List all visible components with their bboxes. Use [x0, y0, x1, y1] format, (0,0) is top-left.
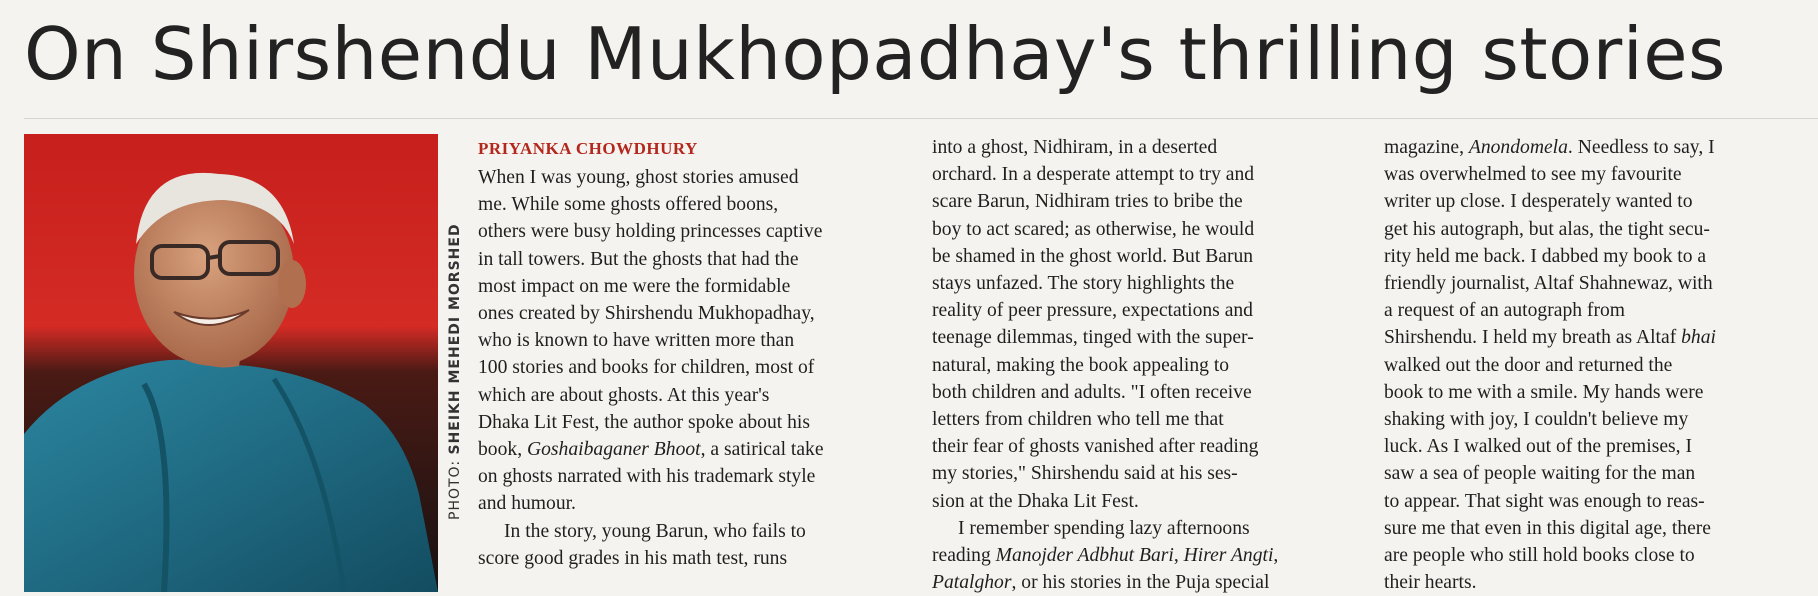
book-title: Patalghor: [932, 572, 1012, 594]
text-line: [478, 436, 898, 463]
text-line: a request of an autograph from: [1384, 300, 1626, 322]
text-line: shaking with joy, I couldn't believe my: [1384, 409, 1689, 431]
text-line: 100 stories and books for children, most of: [478, 357, 815, 379]
paragraph: [478, 518, 898, 572]
text-span: , or his stories in the Puja special: [1011, 572, 1270, 594]
text-line: [932, 542, 1352, 569]
text-line: natural, making the book appealing to: [932, 354, 1230, 376]
book-title: Goshaibaganer Bhoot: [526, 439, 701, 461]
text-line: sure me that even in this digital age, there: [1384, 517, 1711, 539]
paragraph: [932, 134, 1352, 515]
text-line: [1384, 134, 1804, 161]
text-line: others were busy holding princesses captive: [478, 221, 823, 243]
text-span: magazine,: [1384, 137, 1469, 158]
text-line: I remember spending lazy afternoons: [958, 517, 1250, 539]
book-title: Hirer Angti: [1183, 545, 1274, 567]
text-line: reality of peer pressure, expectations and: [932, 300, 1253, 322]
article-column-3: [1384, 134, 1804, 596]
text-line: most impact on me were the formidable: [478, 275, 791, 297]
paragraph: [932, 515, 1352, 596]
text-span: . Needless to say, I: [1567, 137, 1715, 158]
text-line: me. While some ghosts offered boons,: [478, 194, 779, 216]
text-line: letters from children who tell me that: [932, 409, 1224, 431]
text-line: Dhaka Lit Fest, the author spoke about his: [478, 411, 810, 433]
emphasis: bhai: [1681, 327, 1716, 349]
magazine-title: Anondomela: [1468, 137, 1568, 158]
text-line: on ghosts narrated with his trademark style: [478, 466, 816, 488]
text-span: , a satirical take: [700, 439, 824, 461]
text-line: who is known to have written more than: [478, 330, 795, 352]
text-line: are people who still hold books close to: [1384, 545, 1695, 567]
text-line: which are about ghosts. At this year's: [478, 384, 770, 406]
text-line: their hearts.: [1384, 572, 1477, 594]
text-line: In the story, young Barun, who fails to: [504, 520, 806, 542]
text-line: [1384, 324, 1804, 351]
text-span: reading: [932, 545, 996, 567]
text-line: writer up close. I desperately wanted to: [1384, 191, 1693, 213]
text-line: orchard. In a desperate attempt to try and: [932, 164, 1255, 186]
paragraph: [1384, 134, 1804, 596]
text-line: ones created by Shirshendu Mukhopadhay,: [478, 303, 815, 325]
text-line: be shamed in the ghost world. But Barun: [932, 245, 1254, 267]
book-title: Manojder Adbhut Bari: [995, 545, 1174, 567]
text-line: into a ghost, Nidhiram, in a deserted: [932, 137, 1218, 158]
text-line: scare Barun, Nidhiram tries to bribe the: [932, 191, 1243, 213]
byline: PRIYANKA CHOWDHURY: [478, 139, 698, 158]
text-line: and humour.: [478, 493, 576, 515]
text-line: saw a sea of people waiting for the man: [1384, 463, 1696, 485]
text-span: Shirshendu. I held my breath as Altaf: [1384, 327, 1682, 349]
text-line: walked out the door and returned the: [1384, 354, 1673, 376]
photo-credit-name: SHEIKH MEHEDI MORSHED: [447, 223, 463, 455]
text-line: boy to act scared; as otherwise, he would: [932, 218, 1255, 240]
text-line: in tall towers. But the ghosts that had the: [478, 248, 799, 270]
text-line: was overwhelmed to see my favourite: [1384, 164, 1682, 186]
text-line: sion at the Dhaka Lit Fest.: [932, 490, 1139, 512]
photo-credit-prefix: PHOTO:: [447, 454, 463, 520]
article-column-1: [478, 134, 898, 572]
text-line: stays unfazed. The story highlights the: [932, 273, 1235, 295]
text-line: score good grades in his math test, runs: [478, 547, 788, 569]
text-line: rity held me back. I dabbed my book to a: [1384, 245, 1707, 267]
text-span: book,: [478, 439, 527, 461]
text-line: my stories," Shirshendu said at his ses-: [932, 463, 1238, 485]
text-line: luck. As I walked out of the premises, I: [1384, 436, 1692, 458]
text-line: to appear. That sight was enough to reas-: [1384, 490, 1705, 512]
text-line: their fear of ghosts vanished after reading: [932, 436, 1259, 458]
divider: [24, 118, 1818, 119]
text-line: book to me with a smile. My hands were: [1384, 381, 1704, 403]
text-line: When I was young, ghost stories amused: [478, 167, 799, 188]
text-line: get his autograph, but alas, the tight secu-: [1384, 218, 1710, 240]
headline: On Shirshendu Mukhopadhay's thrilling stories: [24, 12, 1727, 96]
text-line: friendly journalist, Altaf Shahnewaz, with: [1384, 273, 1713, 295]
photo-credit: [447, 223, 463, 520]
text-span: ,: [1273, 545, 1279, 567]
text-line: teenage dilemmas, tinged with the super-: [932, 327, 1254, 349]
article-column-2: [932, 134, 1352, 596]
paragraph: [478, 164, 898, 518]
author-photo: [24, 134, 438, 592]
text-span: ,: [1173, 545, 1184, 567]
text-line: both children and adults. "I often receive: [932, 381, 1252, 403]
